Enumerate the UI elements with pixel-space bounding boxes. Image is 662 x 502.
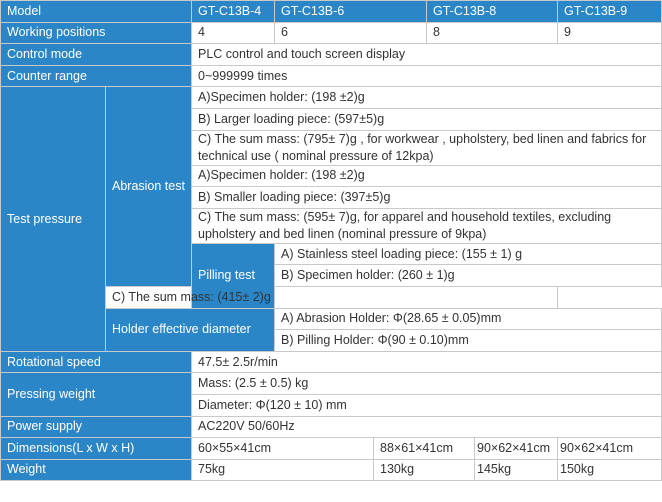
label-weight: Weight xyxy=(1,459,192,481)
model-value: GT-C13B-8 xyxy=(427,1,558,23)
holder-diameter-line: A) Abrasion Holder: Φ(28.65 ± 0.05)mm xyxy=(275,308,662,330)
label-pressing-weight: Pressing weight xyxy=(1,373,192,416)
model-value: GT-C13B-4 xyxy=(192,1,275,23)
row-test-pressure xyxy=(1,87,662,109)
power-supply-value: AC220V 50/60Hz xyxy=(192,416,662,438)
pilling-line: A) Stainless steel loading piece: (155 ± 1) g xyxy=(275,243,662,265)
holder-diameter-line: B) Pilling Holder: Φ(90 ± 0.10)mm xyxy=(275,330,662,352)
control-mode-value: PLC control and touch screen display xyxy=(192,44,662,66)
dimensions-value: 60×55×41cm xyxy=(192,438,374,460)
pilling-line: B) Specimen holder: (260 ± 1)g xyxy=(275,265,662,287)
pressing-weight-line: Diameter: Φ(120 ± 10) mm xyxy=(192,394,662,416)
abrasion-line: C) The sum mass: (595± 7)g, for apparel and household textiles, excluding upholstery and bed linen (nominal pressure of 9kpa) xyxy=(192,208,662,243)
weight-value: 130kg xyxy=(374,459,475,481)
label-dimensions: Dimensions(L x W x H) xyxy=(1,438,192,460)
weight-value: 150kg xyxy=(558,459,662,481)
weight-value: 145kg xyxy=(475,459,558,481)
row-counter-range xyxy=(1,65,662,87)
model-value: GT-C13B-9 xyxy=(558,1,662,23)
dimensions-value: 90×62×41cm xyxy=(558,438,662,460)
abrasion-line: A)Specimen holder: (198 ±2)g xyxy=(192,165,662,187)
label-test-pressure: Test pressure xyxy=(1,87,106,351)
label-holder-diameter: Holder effective diameter xyxy=(106,308,275,351)
row-working-positions xyxy=(1,22,662,44)
pressing-weight-line: Mass: (2.5 ± 0.5) kg xyxy=(192,373,662,395)
working-positions-value: 6 xyxy=(275,22,427,44)
label-counter-range: Counter range xyxy=(1,65,192,87)
row-model xyxy=(1,1,662,23)
abrasion-line: C) The sum mass: (795± 7)g , for workwear , upholstery, bed linen and fabrics for technical use ( nominal pressure of 12kpa) xyxy=(192,130,662,165)
pilling-line: C) The sum mass: (415± 2)g xyxy=(106,286,558,308)
row-dimensions xyxy=(1,438,662,460)
weight-value: 75kg xyxy=(192,459,374,481)
row-pressing-weight xyxy=(1,373,662,395)
working-positions-value: 8 xyxy=(427,22,558,44)
label-rotational-speed: Rotational speed xyxy=(1,351,192,373)
working-positions-value: 4 xyxy=(192,22,275,44)
dimensions-value: 90×62×41cm xyxy=(475,438,558,460)
label-working-positions: Working positions xyxy=(1,22,192,44)
row-weight xyxy=(1,459,662,481)
row-control-mode xyxy=(1,44,662,66)
abrasion-line: B) Larger loading piece: (597±5)g xyxy=(192,108,662,130)
label-control-mode: Control mode xyxy=(1,44,192,66)
counter-range-value: 0~999999 times xyxy=(192,65,662,87)
dimensions-value: 88×61×41cm xyxy=(374,438,475,460)
working-positions-value: 9 xyxy=(558,22,662,44)
label-model: Model xyxy=(1,1,192,23)
abrasion-line: B) Smaller loading piece: (397±5)g xyxy=(192,187,662,209)
label-power-supply: Power supply xyxy=(1,416,192,438)
model-value: GT-C13B-6 xyxy=(275,1,427,23)
label-abrasion-test: Abrasion test xyxy=(106,87,192,287)
abrasion-line: A)Specimen holder: (198 ±2)g xyxy=(192,87,662,109)
row-power-supply xyxy=(1,416,662,438)
label-pilling-test: Pilling test xyxy=(192,243,275,308)
rotational-speed-value: 47.5± 2.5r/min xyxy=(192,351,662,373)
row-rotational-speed xyxy=(1,351,662,373)
